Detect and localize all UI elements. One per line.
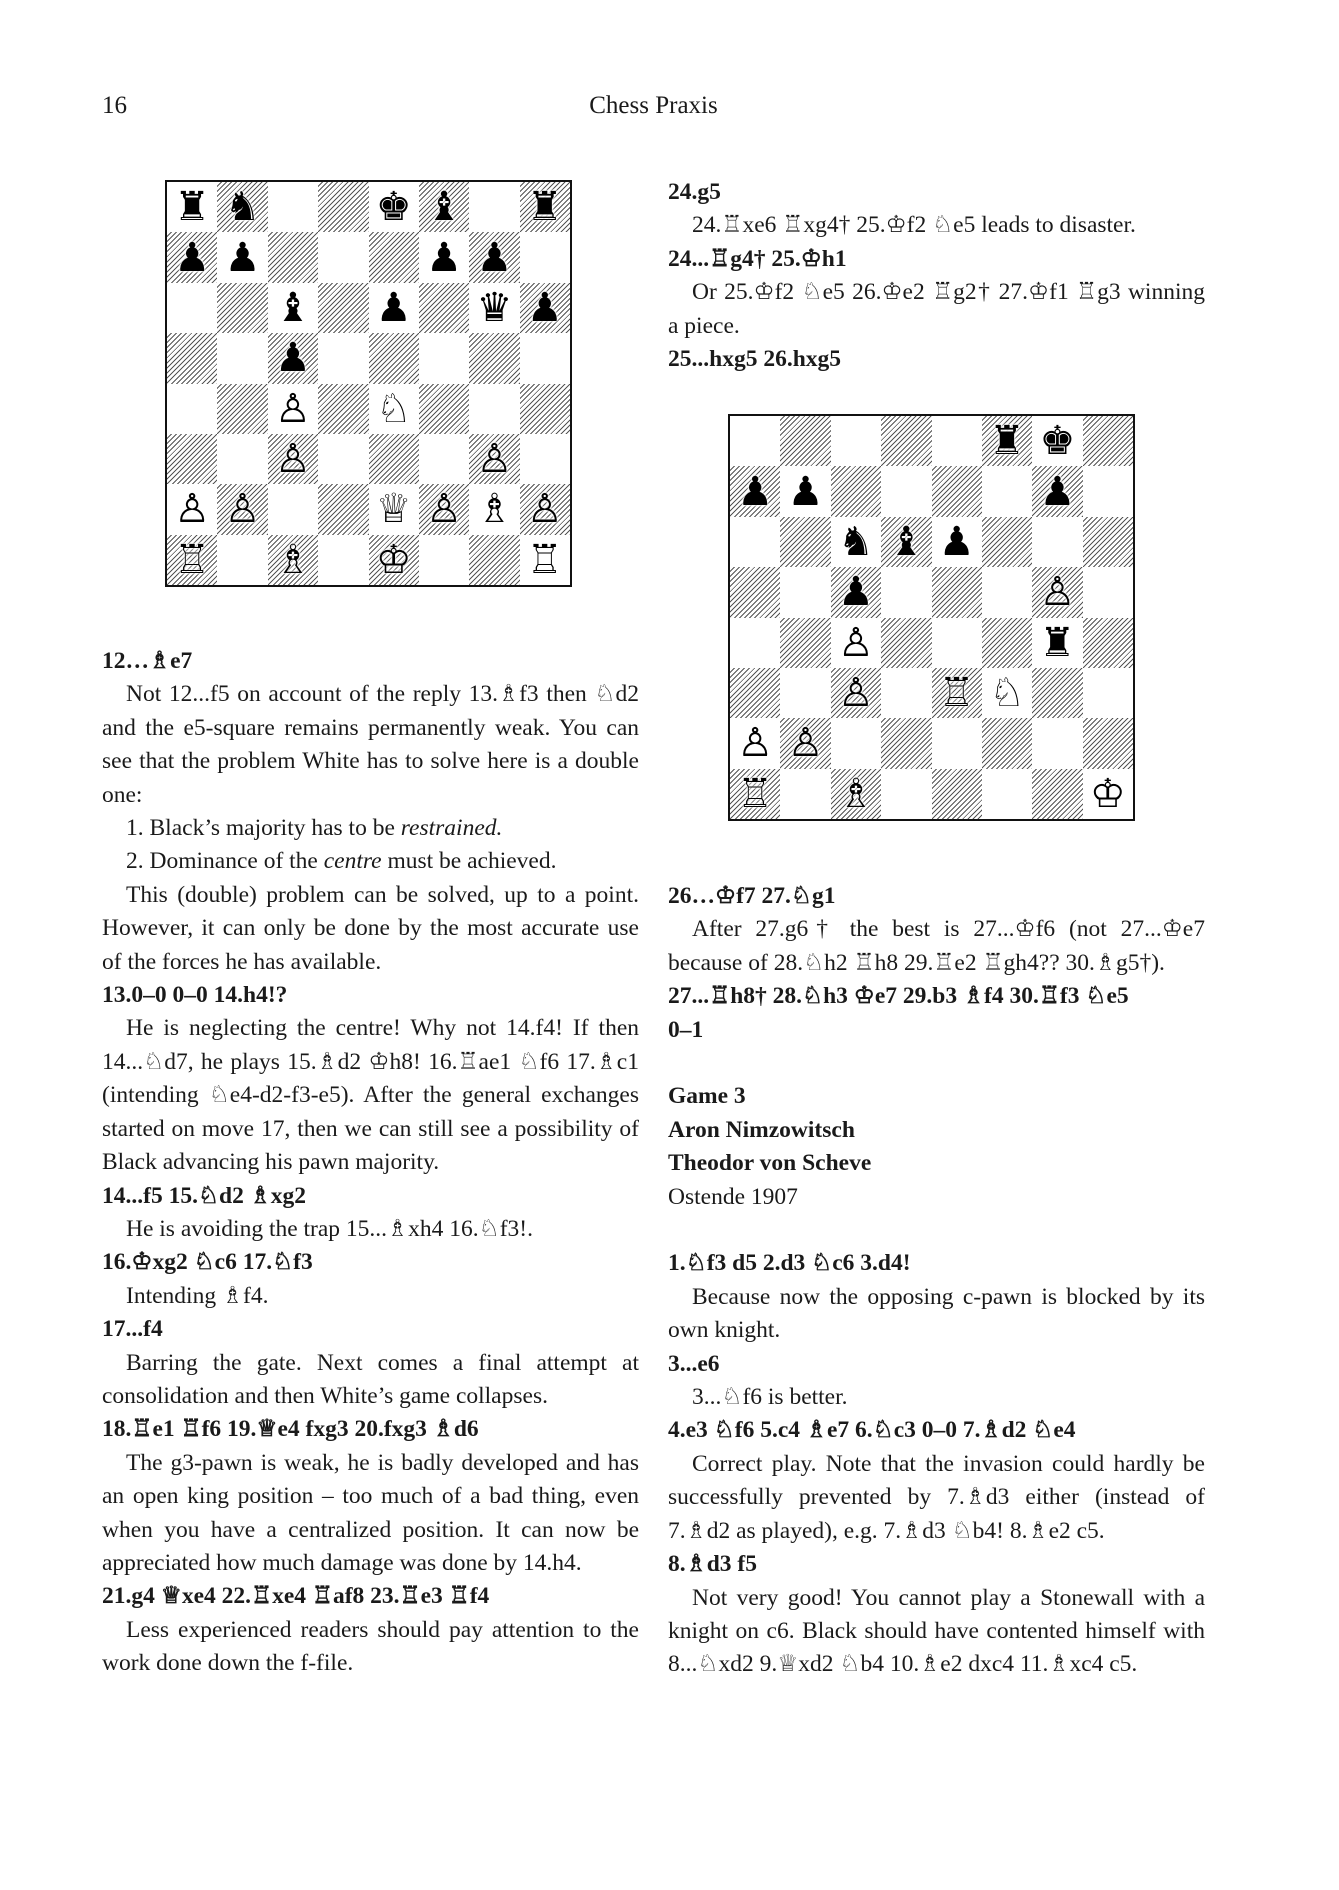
square-a8 <box>730 416 780 466</box>
square-e3 <box>369 434 419 484</box>
square-f2 <box>982 718 1032 768</box>
spacer <box>668 1214 1205 1247</box>
annotation-paragraph: He is neglecting the centre! Why not 14.f4! If then 14...♘d7, he plays 15.♗d2 ♔h8! 16.♖ae1 ♘f6 17.♗c1 (intending ♘e4-d2-f3-e5). After the general exchanges started on move 17, then we can still see a possibility of Black advancing his pawn majority. <box>102 1015 639 1176</box>
square-f5 <box>982 567 1032 617</box>
square-d6 <box>318 283 368 333</box>
white-knight-icon: ♘ <box>989 670 1025 717</box>
square-a4 <box>167 384 217 434</box>
annotation-paragraph: Less experienced readers should pay attention to the work done down the f-file. <box>102 1616 639 1677</box>
black-pawn-icon: ♟ <box>224 234 261 281</box>
square-b2 <box>780 718 830 768</box>
square-e5 <box>369 333 419 383</box>
annotation-paragraph: Or 25.♔f2 ♘e5 26.♔e2 ♖g2† 27.♔f1 ♖g3 winning a piece. <box>668 279 1205 339</box>
square-e7 <box>369 232 419 282</box>
square-a3 <box>167 434 217 484</box>
black-pawn-icon: ♟ <box>838 569 874 616</box>
right-column-top <box>668 176 1205 376</box>
move-heading: 24...♖g4† 25.♔h1 <box>668 245 847 272</box>
square-d1 <box>881 769 931 819</box>
square-b2 <box>217 484 267 534</box>
move-heading: 21.g4 ♕xe4 22.♖xe4 ♖af8 23.♖e3 ♖f4 <box>102 1583 490 1610</box>
square-d4 <box>881 618 931 668</box>
square-b3 <box>780 668 830 718</box>
square-c8 <box>268 182 318 232</box>
square-f8 <box>982 416 1032 466</box>
white-rook-icon: ♖ <box>938 670 975 717</box>
square-b7 <box>217 232 267 282</box>
black-bishop-icon: ♝ <box>275 284 311 331</box>
move-heading: 26…♔f7 27.♘g1 <box>668 883 836 909</box>
spacer <box>668 1047 1205 1080</box>
move-heading: Theodor von Scheve <box>668 1150 872 1177</box>
square-a5 <box>730 567 780 617</box>
square-b1 <box>217 535 267 585</box>
square-f4 <box>982 618 1032 668</box>
square-c1 <box>831 769 881 819</box>
square-f1 <box>419 535 469 585</box>
white-pawn-icon: ♙ <box>737 720 774 767</box>
square-g3 <box>1032 668 1082 718</box>
square-e6 <box>932 517 982 567</box>
white-pawn-icon: ♙ <box>526 486 563 533</box>
numbered-point <box>102 812 639 845</box>
square-b8 <box>217 182 267 232</box>
annotation-paragraph: He is avoiding the trap 15...♗xh4 16.♘f3!. <box>126 1215 533 1242</box>
square-c1 <box>268 535 318 585</box>
move-heading: 13.0–0 0–0 14.h4!? <box>102 982 288 1009</box>
text-run: centre <box>323 848 382 875</box>
square-b8 <box>780 416 830 466</box>
black-pawn-icon: ♟ <box>426 234 462 281</box>
black-pawn-icon: ♟ <box>737 468 774 515</box>
square-g4 <box>469 384 519 434</box>
square-g7 <box>469 232 519 282</box>
square-c8 <box>831 416 881 466</box>
white-rook-icon: ♖ <box>737 770 774 817</box>
annotation-paragraph: Not 12...f5 on account of the reply 13.♗f3 then ♘d2 and the e5-square remains permanently weak. You can see that the problem White has to solve here is a double one: <box>102 681 639 808</box>
square-b6 <box>780 517 830 567</box>
square-c7 <box>831 466 881 516</box>
text-run: must be achieved. <box>381 848 557 875</box>
square-h3 <box>520 434 570 484</box>
square-a6 <box>730 517 780 567</box>
square-f2 <box>419 484 469 534</box>
square-e8 <box>369 182 419 232</box>
move-heading: 8.♗d3 f5 <box>668 1551 757 1578</box>
square-g7 <box>1032 466 1082 516</box>
move-heading: 18.♖e1 ♖f6 19.♕e4 fxg3 20.fxg3 ♗d6 <box>102 1416 479 1443</box>
square-a3 <box>730 668 780 718</box>
white-rook-icon: ♖ <box>526 536 563 583</box>
white-pawn-icon: ♙ <box>787 720 824 767</box>
game-venue: Ostende 1907 <box>668 1183 798 1210</box>
white-king-icon: ♔ <box>1089 770 1126 817</box>
square-h4 <box>1083 618 1133 668</box>
square-f6 <box>982 517 1032 567</box>
move-heading: 4.e3 ♘f6 5.c4 ♗e7 6.♘c3 0–0 7.♗d2 ♘e4 <box>668 1417 1076 1444</box>
text-run: 2. Dominance of the <box>126 848 324 875</box>
square-c2 <box>831 718 881 768</box>
square-d8 <box>881 416 931 466</box>
square-c5 <box>268 333 318 383</box>
square-e6 <box>369 283 419 333</box>
move-heading: 14...f5 15.♘d2 ♗xg2 <box>102 1182 307 1209</box>
square-d1 <box>318 535 368 585</box>
square-d2 <box>318 484 368 534</box>
chess-diagram-1 <box>165 180 572 587</box>
square-d3 <box>318 434 368 484</box>
square-d5 <box>318 333 368 383</box>
square-d8 <box>318 182 368 232</box>
square-g6 <box>469 283 519 333</box>
square-f7 <box>982 466 1032 516</box>
annotation-paragraph: The g3-pawn is weak, he is badly developed and has an open king position – too much of a bad thing, even when you have a centralized position. It can now be appreciated how much damage was done by 14.h4. <box>102 1449 639 1576</box>
white-knight-icon: ♘ <box>375 385 412 432</box>
square-g2 <box>469 484 519 534</box>
white-pawn-icon: ♙ <box>275 436 311 483</box>
square-b5 <box>780 567 830 617</box>
page-number: 16 <box>102 92 127 119</box>
square-c4 <box>831 618 881 668</box>
move-heading: 1.♘f3 d5 2.d3 ♘c6 3.d4! <box>668 1250 911 1277</box>
square-h1 <box>1083 769 1133 819</box>
black-pawn-icon: ♟ <box>476 234 513 281</box>
square-e4 <box>932 618 982 668</box>
square-f7 <box>419 232 469 282</box>
black-pawn-icon: ♟ <box>787 468 824 515</box>
square-c3 <box>831 668 881 718</box>
square-g8 <box>469 182 519 232</box>
annotation-paragraph: Intending ♗f4. <box>126 1282 269 1309</box>
square-a1 <box>167 535 217 585</box>
square-d3 <box>881 668 931 718</box>
square-a2 <box>730 718 780 768</box>
annotation-paragraph: 24.♖xe6 ♖xg4† 25.♔f2 ♘e5 leads to disaster. <box>692 212 1136 239</box>
black-knight-icon: ♞ <box>224 184 261 231</box>
square-a6 <box>167 283 217 333</box>
square-a7 <box>730 466 780 516</box>
black-pawn-icon: ♟ <box>938 518 975 565</box>
white-pawn-icon: ♙ <box>476 436 513 483</box>
white-queen-icon: ♕ <box>375 486 412 533</box>
square-e2 <box>369 484 419 534</box>
square-g1 <box>469 535 519 585</box>
square-g2 <box>1032 718 1082 768</box>
white-pawn-icon: ♙ <box>224 486 261 533</box>
square-d7 <box>881 466 931 516</box>
square-h8 <box>1083 416 1133 466</box>
move-heading: 0–1 <box>668 1016 704 1043</box>
square-b6 <box>217 283 267 333</box>
white-bishop-icon: ♗ <box>838 770 874 817</box>
right-column-bottom <box>668 880 1205 1682</box>
chess-diagram-2 <box>728 414 1135 821</box>
square-g5 <box>1032 567 1082 617</box>
square-a1 <box>730 769 780 819</box>
black-rook-icon: ♜ <box>989 418 1025 465</box>
black-pawn-icon: ♟ <box>1039 468 1076 515</box>
square-g3 <box>469 434 519 484</box>
square-f5 <box>419 333 469 383</box>
black-rook-icon: ♜ <box>1039 619 1076 666</box>
black-bishop-icon: ♝ <box>426 184 462 231</box>
black-rook-icon: ♜ <box>526 184 563 231</box>
square-h2 <box>1083 718 1133 768</box>
white-pawn-icon: ♙ <box>838 670 874 717</box>
move-heading: Aron Nimzowitsch <box>668 1116 855 1143</box>
square-a8 <box>167 182 217 232</box>
square-e1 <box>932 769 982 819</box>
square-d5 <box>881 567 931 617</box>
square-b3 <box>217 434 267 484</box>
black-rook-icon: ♜ <box>174 184 211 231</box>
move-heading: 16.♔xg2 ♘c6 17.♘f3 <box>102 1249 313 1276</box>
square-e8 <box>932 416 982 466</box>
square-c7 <box>268 232 318 282</box>
move-heading: 3...e6 <box>668 1350 720 1377</box>
white-pawn-icon: ♙ <box>174 486 211 533</box>
square-f6 <box>419 283 469 333</box>
move-heading: 24.g5 <box>668 179 721 205</box>
square-b1 <box>780 769 830 819</box>
square-f1 <box>982 769 1032 819</box>
square-f3 <box>419 434 469 484</box>
white-bishop-icon: ♗ <box>476 486 513 533</box>
square-h7 <box>1083 466 1133 516</box>
square-g6 <box>1032 517 1082 567</box>
annotation-paragraph: Barring the gate. Next comes a final attempt at consolidation and then White’s game collapses. <box>102 1349 639 1409</box>
square-e7 <box>932 466 982 516</box>
black-queen-icon: ♛ <box>476 284 513 331</box>
white-pawn-icon: ♙ <box>838 619 874 666</box>
black-king-icon: ♚ <box>1039 418 1076 465</box>
white-king-icon: ♔ <box>375 536 412 583</box>
annotation-paragraph: Not very good! You cannot play a Stonewall with a knight on c6. Black should have contented himself with 8...♘xd2 9.♕xd2 ♘b4 10.♗e2 dxc4 11.♗xc4 c5. <box>668 1584 1205 1678</box>
move-heading: 12…♗e7 <box>102 648 193 674</box>
black-pawn-icon: ♟ <box>375 284 412 331</box>
white-bishop-icon: ♗ <box>275 536 311 583</box>
black-bishop-icon: ♝ <box>888 518 925 565</box>
black-pawn-icon: ♟ <box>275 335 311 382</box>
square-b7 <box>780 466 830 516</box>
square-g5 <box>469 333 519 383</box>
text-run: restrained. <box>400 815 503 842</box>
square-c3 <box>268 434 318 484</box>
square-b4 <box>217 384 267 434</box>
white-rook-icon: ♖ <box>174 536 211 583</box>
square-e2 <box>932 718 982 768</box>
square-e4 <box>369 384 419 434</box>
left-column <box>102 645 639 1681</box>
book-title: Chess Praxis <box>589 92 718 119</box>
square-e1 <box>369 535 419 585</box>
text-run: 1. Black’s majority has to be <box>126 815 401 842</box>
square-h2 <box>520 484 570 534</box>
square-g1 <box>1032 769 1082 819</box>
black-pawn-icon: ♟ <box>526 284 563 331</box>
square-h7 <box>520 232 570 282</box>
square-a7 <box>167 232 217 282</box>
square-h1 <box>520 535 570 585</box>
square-c5 <box>831 567 881 617</box>
square-h4 <box>520 384 570 434</box>
annotation-paragraph: Because now the opposing c-pawn is blocked by its own knight. <box>668 1283 1205 1344</box>
square-a2 <box>167 484 217 534</box>
square-g8 <box>1032 416 1082 466</box>
move-heading: 27...♖h8† 28.♘h3 ♔e7 29.b3 ♗f4 30.♖f3 ♘e5 <box>668 983 1129 1010</box>
square-h5 <box>520 333 570 383</box>
square-e3 <box>932 668 982 718</box>
move-heading: 17...f4 <box>102 1316 163 1343</box>
square-h5 <box>1083 567 1133 617</box>
square-b4 <box>780 618 830 668</box>
square-h6 <box>520 283 570 333</box>
square-e5 <box>932 567 982 617</box>
black-knight-icon: ♞ <box>838 518 874 565</box>
black-king-icon: ♚ <box>375 184 412 231</box>
white-pawn-icon: ♙ <box>275 385 311 432</box>
running-head <box>102 88 1205 124</box>
square-d7 <box>318 232 368 282</box>
square-c6 <box>268 283 318 333</box>
annotation-paragraph: This (double) problem can be solved, up to a point. However, it can only be done by the most accurate use of the forces he has available. <box>102 881 639 975</box>
square-d6 <box>881 517 931 567</box>
square-f8 <box>419 182 469 232</box>
black-pawn-icon: ♟ <box>174 234 211 281</box>
annotation-paragraph: Correct play. Note that the invasion could hardly be successfully prevented by 7.♗d3 either (instead of 7.♗d2 as played), e.g. 7.♗d3 ♘b4! 8.♗e2 c5. <box>668 1450 1205 1544</box>
square-g4 <box>1032 618 1082 668</box>
white-pawn-icon: ♙ <box>1039 569 1076 616</box>
square-f3 <box>982 668 1032 718</box>
numbered-point <box>102 845 639 878</box>
square-b5 <box>217 333 267 383</box>
square-h6 <box>1083 517 1133 567</box>
square-a5 <box>167 333 217 383</box>
square-d2 <box>881 718 931 768</box>
square-c4 <box>268 384 318 434</box>
square-d4 <box>318 384 368 434</box>
move-heading: Game 3 <box>668 1083 746 1110</box>
square-h8 <box>520 182 570 232</box>
square-c6 <box>831 517 881 567</box>
white-pawn-icon: ♙ <box>426 486 462 533</box>
annotation-paragraph: 3...♘f6 is better. <box>692 1384 848 1411</box>
annotation-paragraph: After 27.g6† the best is 27...♔f6 (not 27...♔e7 because of 28.♘h2 ♖h8 29.♖e2 ♖gh4?? 30.♗g5†). <box>668 916 1205 976</box>
square-h3 <box>1083 668 1133 718</box>
move-heading: 25...hxg5 26.hxg5 <box>668 346 842 373</box>
square-f4 <box>419 384 469 434</box>
square-a4 <box>730 618 780 668</box>
square-c2 <box>268 484 318 534</box>
